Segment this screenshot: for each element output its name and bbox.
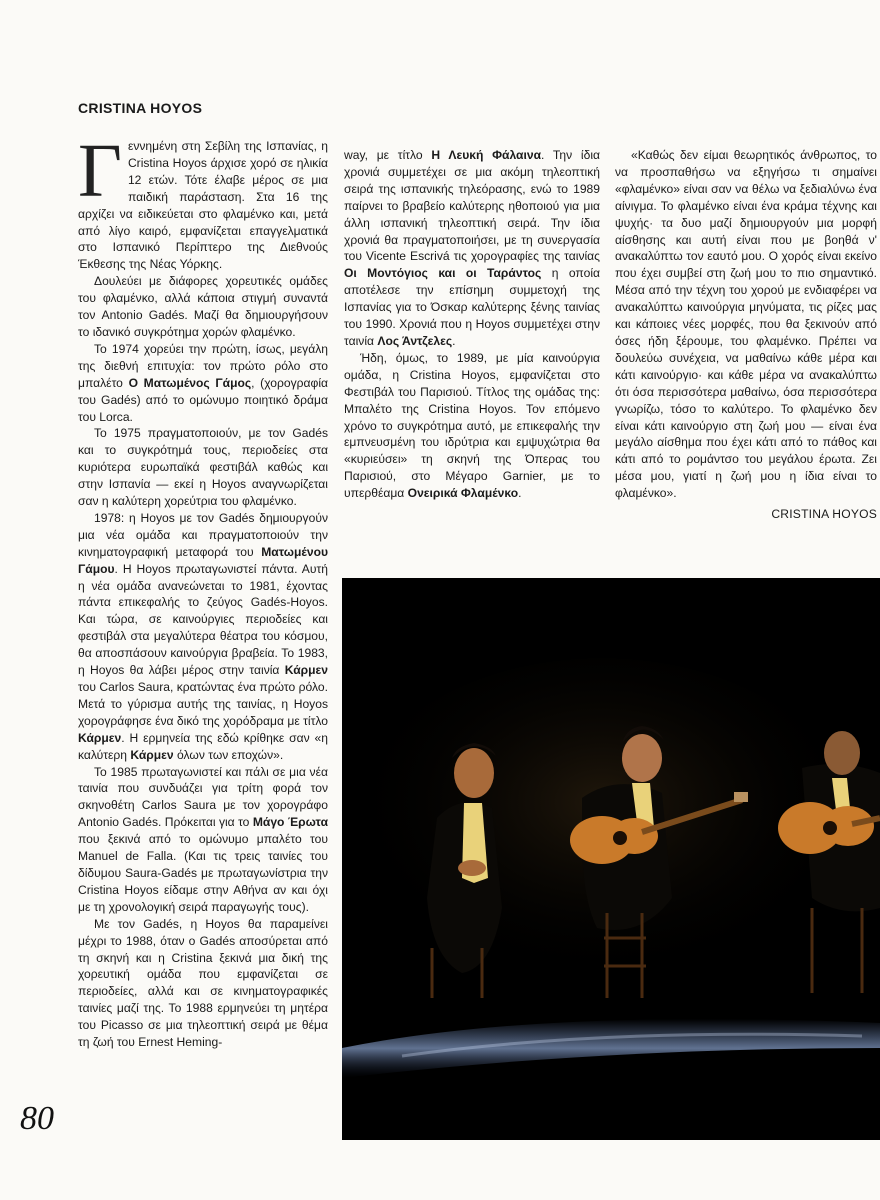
- paragraph: Με τον Gadés, η Hoyos θα παραμείνει μέχρι το 1988, όταν ο Gadés αποσύρεται από τη σκηνή και η Cristina ξεκινά μια δική της χορευτική ομάδα που εμφανίζεται σε περιοδείες, αλλά και σε κινηματογραφικές ταινίες μαζί της. Το 1988 ερμηνεύει τη μητέρα του Picasso σε μια τηλεοπτική σειρά με θέμα τη ζωή του Ernest Heming-: [78, 916, 328, 1050]
- paragraph: Το 1974 χορεύει την πρώτη, ίσως, μεγάλη της διεθνή επιτυχία: τον πρώτο ρόλο στο μπαλέτο Ο Ματωμένος Γάμος, (χορογραφία του Gadés) από το ομώνυμο ποιητικό δράμα του Lorca.: [78, 341, 329, 424]
- work-title: Η Λευκή Φάλαινα: [431, 148, 542, 162]
- page-number: 80: [20, 1100, 54, 1137]
- work-title: Κάρμεν: [284, 663, 328, 678]
- work-title: Κάρμεν: [78, 730, 122, 745]
- work-title: Ο Ματωμένος Γάμος: [128, 375, 252, 390]
- article-column-3: [615, 147, 877, 523]
- flamenco-guitarists-photo: [342, 578, 880, 1140]
- work-title: Ματωμένου Γάμου: [78, 544, 328, 576]
- article-column-1: [78, 129, 329, 1051]
- drop-cap: Γ: [78, 129, 122, 213]
- paragraph: Το 1985 πρωταγωνιστεί και πάλι σε μια νέα ταινία που συνδυάζει για τρίτη φορά τον σκηνοθέτη Carlos Saura με τον χορογράφο Antonio Gadés. Πρόκειται για το Μάγο Έρωτα που ξεκινά από το ομώνυμο μπαλέτο του Manuel de Falla. (Και τις τρεις ταινίες του δίδυμου Saura-Gadés με πρωταγωνίστρια την Cristina Hoyos είδαμε στην Αθήνα αν και όχι με τη χρονολογική σειρά παραγωγής τους).: [78, 764, 329, 914]
- paragraph: way, με τίτλο Η Λευκή Φάλαινα. Την ίδια χρονιά συμμετέχει σε μια ακόμη τηλεοπτική σειρά της ισπανικής τηλεόρασης, ενώ το 1989 παίρνει το βραβείο καλύτερης ηθοποιού για μια άλλη ισπανική τηλεοπτική σειρά. Την ίδια χρονιά θα πραγματοποιήσει, με τη συνεργασία του Vicente Escrivá τις χορογραφίες της ταινίας Οι Μοντόγιος και οι Ταράντος η οποία αποτέλεσε την επίσημη συμμετοχή της Ισπανίας για το Όσκαρ καλύτερης ξένης ταινίας του 1990. Χρονιά που η Hoyos συμμετέχει στην ταινία Λος Άντζελες.: [344, 148, 600, 348]
- work-title: Κάρμεν: [130, 747, 174, 762]
- paragraph: Το 1975 πραγματοποιούν, με τον Gadés και το συγκρότημά τους, περιοδείες στα κυριότερα ευρωπαϊκά φεστιβάλ καθώς και στην Ισπανία — εκεί η Hoyos αναγνωρίζεται σαν η καλύτερη χορεύτρια του φλαμένκο.: [78, 426, 328, 509]
- photo-illustration: [342, 578, 880, 1140]
- work-title: Μάγο Έρωτα: [252, 815, 329, 830]
- quote-paragraph: «Καθώς δεν είμαι θεωρητικός άνθρωπος, το να προσπαθήσω να εξηγήσω τι σημαίνει «φλαμένκο» είναι σαν να θέλω να ξεδιαλύνω ένα αίνιγμα. Το φλαμένκο είναι ένα κράμα τέχνης και ψυχής· τα δυο μαζί δημιουργούν μια μορφή αίσθησης και αυτή είναι που με βοηθά ν' ανακαλύπτω τον εαυτό μου. Ο χορός είναι εκείνο που έχει συμβεί στη ζωή μου το πιο σημαντικό. Μέσα από την τέχνη του χορού με ενδιαφέρει να ανακαλύπτω καινούργια μηνύματα, τις ρίζες μας και κάποιες νέες μορφές, που θα ξεκινούν από όσες ήδη ξέρουμε, του φλαμένκο. Πρέπει να δουλεύω συνέχεια, να μαθαίνω κάθε μέρα και κάτι καινούργιο· και κάθε μέρα να ανακαλύπτω ότι όσα περισσότερα μαθαίνω, όσα περισσότερα γνωρίζω, τόσο το καλύτερο. Το φλαμένκο δεν είναι κάτι καινούργιο στη ζωή μου — είναι ένα μεγάλο αίσθημα που έχει κάτι από το πάθος και κάτι από το ρομάντσο του μεγάλου έρωτα. Ζει μέσα μου, γιατί η ζωή μου η ίδια είναι το φλαμένκο».: [615, 148, 877, 501]
- paragraph: Ήδη, όμως, το 1989, με μία καινούργια ομάδα, η Cristina Hoyos, εμφανίζεται στο Φεστιβάλ του Παρισιού. Τίτλος της ομάδας της: Μπαλέτο της Cristina Hoyos. Τον επόμενο χρόνο το συγκρότημα αυτό, με επικεφαλής την εμπνευσμένη του ιδρύτρια και εμψυχώτρια θα «κυριεύσει» τη σκηνή της Όπερας του Παρισιού, στο Μέγαρο Garnier, με το υπερθέαμα Ονειρικά Φλαμένκο.: [344, 350, 600, 501]
- paragraph: Δουλεύει με διάφορες χορευτικές ομάδες του φλαμένκο, αλλά κάποια στιγμή συναντά τον Antonio Gadés. Μαζί θα δημιουργήσουν το ιδανικό συγκρότημα χορών φλαμένκο.: [78, 274, 328, 339]
- paragraph: εννημένη στη Σεβίλη της Ισπανίας, η Cristina Hoyos άρχισε χορό σε ηλικία 12 ετών. Τότε έλαβε μέρος σε μια παιδική παράσταση. Στα 16 της αρχίζει να ειδικεύεται στο φλαμένκο και, μετά από λίγο καιρό, εμφανίζεται επαγγελματικά στο Ισπανικό Περίπτερο της Διεθνούς Έκθεσης της Νέας Υόρκης.: [78, 139, 328, 272]
- work-title: Ονειρικά Φλαμένκο: [407, 486, 519, 501]
- work-title: Οι Μοντόγιος και οι Ταράντος: [344, 266, 542, 281]
- work-title: Λος Άντζελες: [377, 333, 453, 348]
- article-column-2: [344, 147, 600, 502]
- signature: CRISTINA HOYOS: [771, 507, 877, 522]
- paragraph: 1978: η Hoyos με τον Gadés δημιουργούν μια νέα ομάδα και πραγματοποιούν την κινηματογραφική μεταφορά του Ματωμένου Γάμου. Η Hoyos πρωταγωνιστεί πάντα. Αυτή η νέα ομάδα ανανεώνεται το 1981, έχοντας πάντα επικεφαλής το ζεύγος Gadés-Hoyos. Και τώρα, σε καινούργιες περιοδείες και φεστιβάλ στα μεγαλύτερα θέατρα του κόσμου, θα αποσπάσουν καινούργια βραβεία. Το 1983, η Hoyos θα λάβει μέρος στην ταινία Κάρμεν του Carlos Saura, κρατώντας ένα πρώτο ρόλο. Μετά το γύρισμα αυτής της ταινίας, η Hoyos χορογράφησε ένα δικό της χορόδραμα με τίτλο Κάρμεν. Η ερμηνεία της εδώ κρίθηκε σαν «η καλύτερη Κάρμεν όλων των εποχών».: [78, 510, 328, 762]
- article-title: CRISTINA HOYOS: [78, 100, 203, 116]
